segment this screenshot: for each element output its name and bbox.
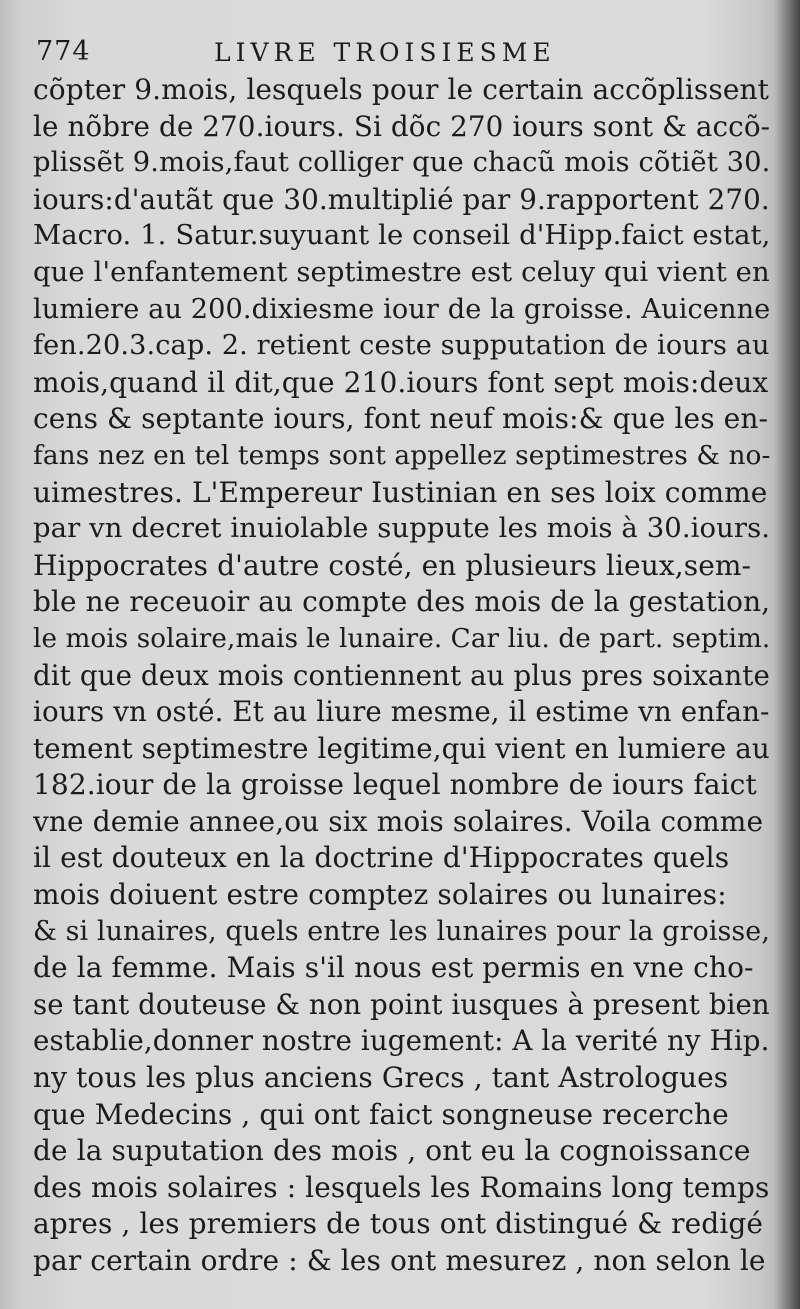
text-line: uimestres. L'Empereur Iustinian en ses loix comme [33,475,768,509]
text-line: le mois solaire,mais le lunaire. Car liu. de part. septim. [33,623,771,654]
text-line: Macro. 1. Satur.suyuant le conseil d'Hipp.faict estat, [33,220,771,252]
text-line: 182.iour de la groisse lequel nombre de iours faict [33,768,757,802]
text-line: cens & septante iours, font neuf mois:& que les en- [33,402,769,436]
running-title: LIVRE TROISIESME [214,38,556,67]
text-line: mois,quand il dit,que 210.iours font sept mois:deux [33,365,769,399]
page-number: 774 [36,36,91,67]
text-line: se tant douteuse & non point iusques à present bien [33,987,770,1021]
body-text [33,72,773,1280]
text-line: ny tous les plus anciens Grecs , tant Astrologues [33,1061,729,1095]
page-header [36,36,776,70]
text-line: apres , les premiers de tous ont distingué & redigé [33,1207,764,1241]
text-line: des mois solaires : lesquels les Romains long temps [33,1170,770,1204]
text-line: ble ne receuoir au compte des mois de la gestation, [33,585,771,619]
text-line: il est douteux en la doctrine d'Hippocrates quels [33,841,730,875]
text-line: establie,donner nostre iugement: A la verité ny Hip. [33,1024,770,1058]
text-line: par vn decret inuiolable suppute les mois à 30.iours. [33,513,771,545]
text-line: vne demie annee,ou six mois solaires. Voila comme [33,804,764,838]
text-line: iours:d'autãt que 30.multiplié par 9.rapportent 270. [33,182,770,216]
text-line: dit que deux mois contiennent au plus pres soixante [33,658,770,692]
text-line: tement septimestre legitime,qui vient en lumiere au [33,731,770,765]
text-line: de la suputation des mois , ont eu la cognoissance [33,1134,751,1168]
text-line: iours vn osté. Et au liure mesme, il estime vn enfan- [33,695,770,729]
text-line: le nõbre de 270.iours. Si dõc 270 iours sont & accõ- [33,109,771,143]
page-gutter-shadow [774,0,800,1309]
text-line: que l'enfantement septimestre est celuy qui vient en [33,256,770,288]
text-line: que Medecins , qui ont faict songneuse recerche [33,1097,729,1131]
text-line: cõpter 9.mois, lesquels pour le certain accõplissent [33,73,770,106]
text-line: plissẽt 9.mois,faut colliger que chacũ mois cõtiẽt 30. [33,147,771,179]
text-line: mois doiuent estre comptez solaires ou lunaires: [33,878,727,912]
text-line: de la femme. Mais s'il nous est permis en vne cho- [33,951,754,985]
text-line: lumiere au 200.dixiesme iour de la groisse. Auicenne [33,293,771,325]
text-line: Hippocrates d'autre costé, en plusieurs lieux,sem- [33,548,752,582]
text-line: fans nez en tel temps sont appellez septimestres & no- [33,440,771,471]
text-line: & si lunaires, quels entre les lunaires pour la groisse, [33,915,770,947]
text-line: fen.20.3.cap. 2. retient ceste supputation de iours au [33,330,770,362]
text-line: par certain ordre : & les ont mesurez , non selon le [33,1244,766,1277]
